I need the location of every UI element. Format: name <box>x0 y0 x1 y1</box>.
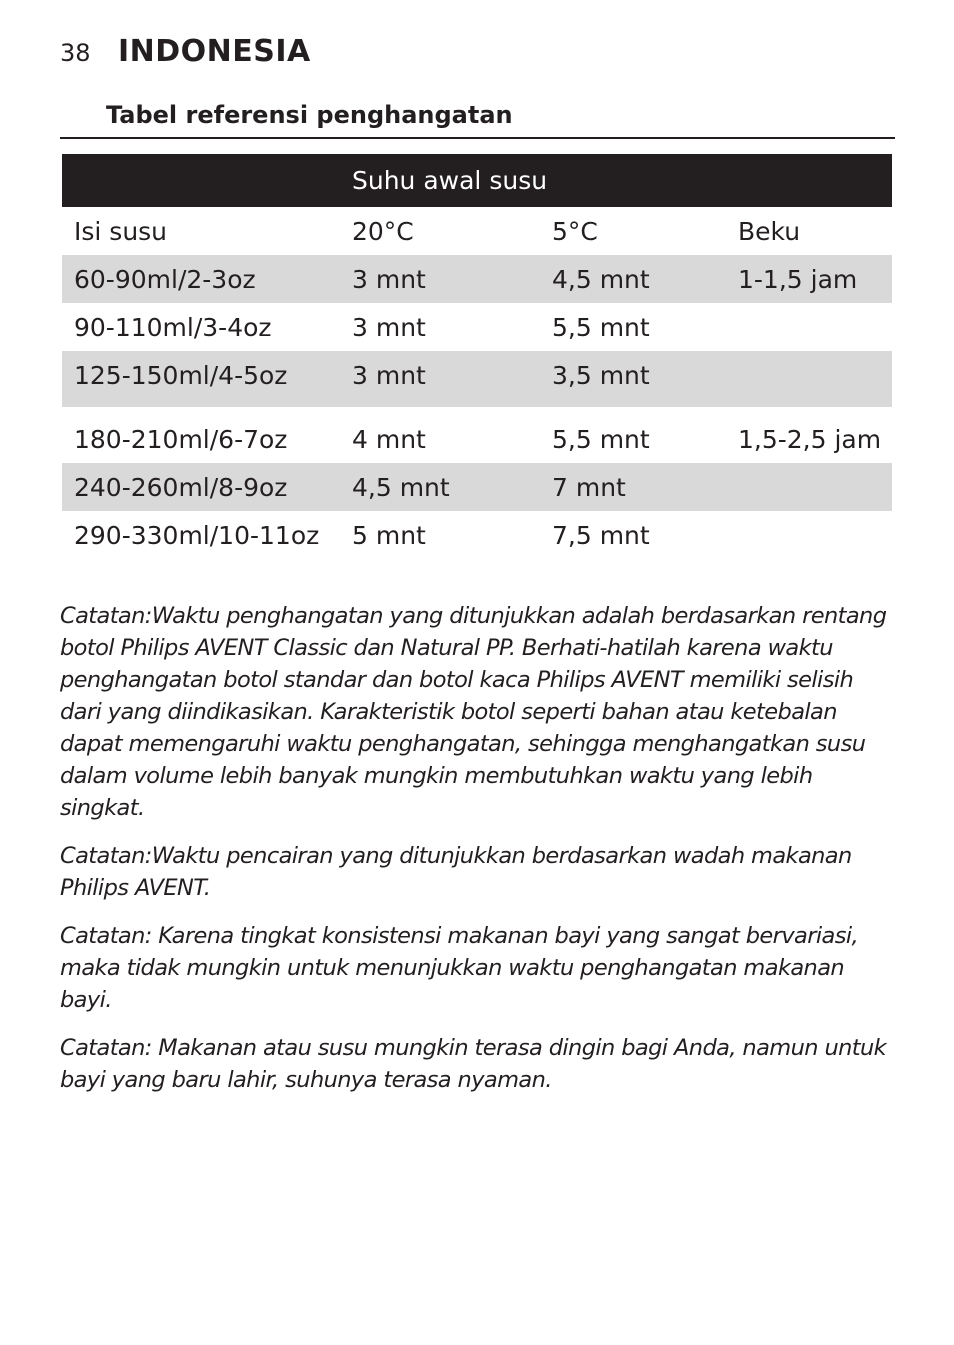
table-cell: 3,5 mnt <box>552 361 650 390</box>
table-row <box>62 511 892 559</box>
column-header: Beku <box>738 216 801 246</box>
table-row <box>62 407 892 463</box>
table-column-header-row <box>62 207 892 255</box>
column-header: 20°C <box>352 216 414 246</box>
note-paragraph: Catatan: Makanan atau susu mungkin terasa dingin bagi Anda, namun untuk bayi yang baru lahir, suhunya terasa nyaman. <box>60 1035 887 1093</box>
note-paragraph: Catatan: Karena tingkat konsistensi makanan bayi yang sangat bervariasi, maka tidak mungkin untuk menunjukkan waktu penghangatan makanan bayi. <box>60 923 859 1013</box>
table-row <box>62 463 892 511</box>
column-header: Isi susu <box>74 216 168 246</box>
note-paragraph: Catatan:Waktu penghangatan yang ditunjukkan adalah berdasarkan rentang botol Philips AVENT Classic dan Natural PP. Berhati-hatilah karena waktu penghangatan botol standar dan botol kaca Philips AVENT memiliki selisih dari yang diindikasikan. Karakteristik botol seperti bahan atau ketebalan dapat memengaruhi waktu penghangatan, sehingga menghangatkan susu dalam volume lebih banyak mungkin membutuhkan waktu yang lebih singkat. <box>60 603 887 821</box>
table-cell: 7,5 mnt <box>552 520 650 550</box>
table-title: Tabel referensi penghangatan <box>106 101 513 129</box>
table-cell: 3 mnt <box>352 312 426 342</box>
table-row <box>62 351 892 407</box>
table-cell: 1-1,5 jam <box>738 264 858 294</box>
table-cell: 60-90ml/2-3oz <box>74 264 256 294</box>
table-group-header-row <box>62 154 892 207</box>
notes-section <box>60 600 898 1112</box>
table-cell: 5,5 mnt <box>552 425 650 454</box>
table-cell: 180-210ml/6-7oz <box>74 425 288 454</box>
table-cell: 5,5 mnt <box>552 312 650 342</box>
group-header-label: Suhu awal susu <box>352 166 548 195</box>
table-cell: 4 mnt <box>352 425 426 454</box>
warming-reference-table <box>62 154 892 559</box>
table-cell: 90-110ml/3-4oz <box>74 312 272 342</box>
table-cell: 3 mnt <box>352 264 426 294</box>
column-header: 5°C <box>552 216 598 246</box>
section-language-title: INDONESIA <box>118 34 311 69</box>
note-paragraph: Catatan:Waktu pencairan yang ditunjukkan berdasarkan wadah makanan Philips AVENT. <box>60 843 852 901</box>
table-cell: 290-330ml/10-11oz <box>74 520 320 550</box>
table-row <box>62 255 892 303</box>
table-cell: 4,5 mnt <box>552 264 650 294</box>
table-cell: 125-150ml/4-5oz <box>74 361 288 390</box>
table-row <box>62 303 892 351</box>
table-cell: 5 mnt <box>352 520 426 550</box>
table-cell: 3 mnt <box>352 361 426 390</box>
table-cell: 1,5-2,5 jam <box>738 425 882 454</box>
title-divider <box>60 137 895 139</box>
table-cell: 7 mnt <box>552 472 626 502</box>
table-cell: 4,5 mnt <box>352 472 450 502</box>
table-cell: 240-260ml/8-9oz <box>74 472 288 502</box>
page-number: 38 <box>60 39 91 67</box>
page-header <box>60 34 311 74</box>
